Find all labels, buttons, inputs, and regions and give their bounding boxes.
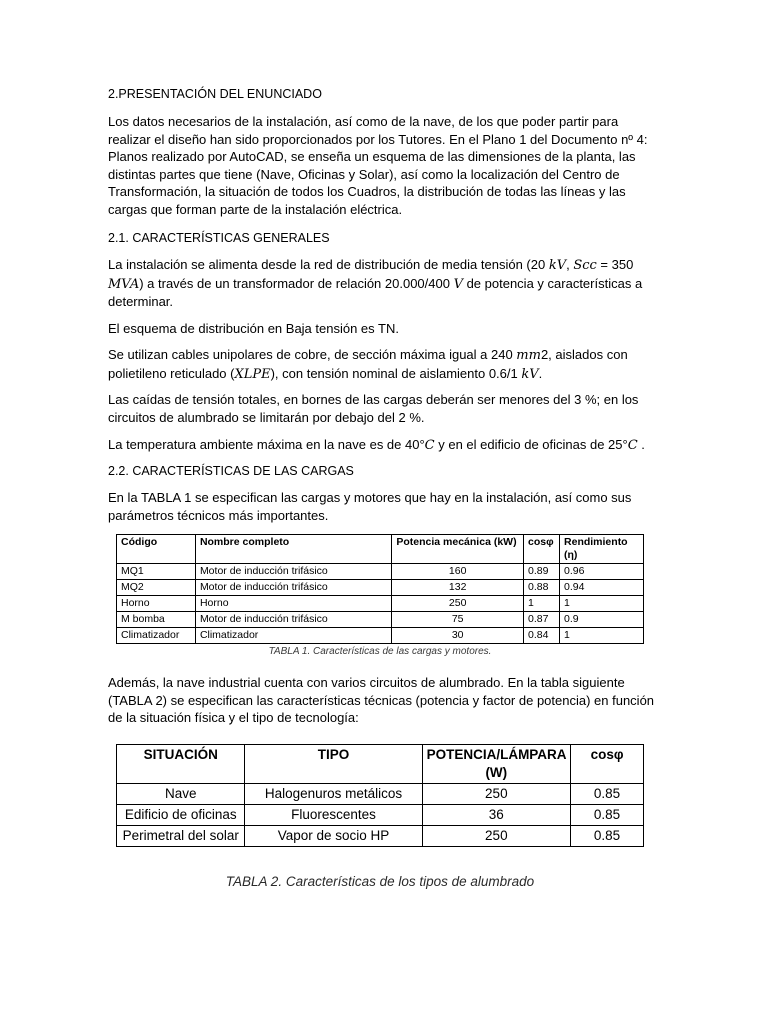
table-cell: Horno xyxy=(117,596,196,612)
paragraph-table1-intro: En la TABLA 1 se especifican las cargas y motores que hay en la instalación, así como sus parámetros técnicos más importantes. xyxy=(108,490,632,523)
table-cell: 0.85 xyxy=(571,805,644,826)
table-cell: 75 xyxy=(392,612,524,628)
table-cell: 0.94 xyxy=(560,580,644,596)
table-cell: Perimetral del solar xyxy=(117,826,245,847)
table-cell: Horno xyxy=(195,596,391,612)
table-cell: Motor de inducción trifásico xyxy=(195,564,391,580)
table1-header: Potencia mecánica (kW) xyxy=(392,535,524,564)
table1-header: Nombre completo xyxy=(195,535,391,564)
table-cell: Halogenuros metálicos xyxy=(245,784,422,805)
table2-header: TIPO xyxy=(245,745,422,784)
table-cell: Fluorescentes xyxy=(245,805,422,826)
table-loads xyxy=(116,534,644,644)
table2-header: SITUACIÓN xyxy=(117,745,245,784)
table-cell: Edificio de oficinas xyxy=(117,805,245,826)
table-row xyxy=(117,826,644,847)
table2-header: POTENCIA/LÁMPARA (W) xyxy=(422,745,571,784)
table-cell: 160 xyxy=(392,564,524,580)
table-cell: 1 xyxy=(560,628,644,644)
table-cell: MQ1 xyxy=(117,564,196,580)
table1-header: Código xyxy=(117,535,196,564)
table-cell: Motor de inducción trifásico xyxy=(195,612,391,628)
table-cell: 132 xyxy=(392,580,524,596)
table-cell: 250 xyxy=(422,826,571,847)
table2-caption: TABLA 2. Características de los tipos de alumbrado xyxy=(225,874,535,889)
table-cell: M bomba xyxy=(117,612,196,628)
table-row xyxy=(117,612,644,628)
table-cell: 0.87 xyxy=(524,612,560,628)
paragraph-intro: Los datos necesarios de la instalación, así como de la nave, de los que poder partir para realizar el diseño han sido proporcionados por los Tutores. En el Plano 1 del Documento nº 4: Planos realizado por AutoCAD, se enseña un esquema de las dimensiones de la planta, las distintas partes que tiene (Nave, Oficinas y Solar), así como la localización del Centro de Transformación, la situación de todos los Cuadros, la distribución de todas las líneas y las cargas que forman parte de la instalación eléctrica. xyxy=(108,114,648,217)
table1-caption: TABLA 1. Características de las cargas y motores. xyxy=(268,646,492,657)
table-cell: Nave xyxy=(117,784,245,805)
table-cell: 0.85 xyxy=(571,784,644,805)
table-cell: 36 xyxy=(422,805,571,826)
table-cell: 250 xyxy=(392,596,524,612)
paragraph-supply: La instalación se alimenta desde la red de distribución de media tensión (20 kV, Scc = 350 MVA) a través de un transformador de relación 20.000/400 V de potencia y características a determinar. xyxy=(108,257,643,309)
table-cell: 0.9 xyxy=(560,612,644,628)
table-cell: 0.85 xyxy=(571,826,644,847)
table-cell: Climatizador xyxy=(195,628,391,644)
table-row xyxy=(117,784,644,805)
table2-header-row xyxy=(117,745,644,784)
paragraph-lighting: Además, la nave industrial cuenta con varios circuitos de alumbrado. En la tabla siguiente (TABLA 2) se especifican las características técnicas (potencia y factor de potencia) en función de la situación física y el tipo de tecnología: xyxy=(108,675,655,725)
section-2-title: 2.PRESENTACIÓN DEL ENUNCIADO xyxy=(108,87,322,101)
table2-header: cosφ xyxy=(571,745,644,784)
table1-header: cosφ xyxy=(524,535,560,564)
paragraph-temperature: La temperatura ambiente máxima en la nave es de 40°C y en el edificio de oficinas de 25°C . xyxy=(108,437,645,453)
table1-header-row xyxy=(117,535,644,564)
table-cell: 1 xyxy=(524,596,560,612)
table-cell: Vapor de socio HP xyxy=(245,826,422,847)
table-cell: MQ2 xyxy=(117,580,196,596)
paragraph-voltage-drop: Las caídas de tensión totales, en bornes de las cargas deberán ser menores del 3 %; en los circuitos de alumbrado se limitarán por debajo del 2 %. xyxy=(108,392,639,425)
table-row xyxy=(117,596,644,612)
table-cell: 250 xyxy=(422,784,571,805)
table-cell: Motor de inducción trifásico xyxy=(195,580,391,596)
table-row xyxy=(117,580,644,596)
table-cell: 0.88 xyxy=(524,580,560,596)
table-cell: 0.89 xyxy=(524,564,560,580)
paragraph-cables: Se utilizan cables unipolares de cobre, de sección máxima igual a 240 mm2, aislados con polietileno reticulado (XLPE), con tensión nominal de aislamiento 0.6/1 kV. xyxy=(108,347,628,382)
table-cell: 1 xyxy=(560,596,644,612)
table-row xyxy=(117,628,644,644)
section-2-1-title: 2.1. CARACTERÍSTICAS GENERALES xyxy=(108,231,330,245)
table-cell: 0.84 xyxy=(524,628,560,644)
table-lighting xyxy=(116,744,644,847)
section-2-2-title: 2.2. CARACTERÍSTICAS DE LAS CARGAS xyxy=(108,464,354,478)
table-row xyxy=(117,564,644,580)
table-row xyxy=(117,805,644,826)
table-cell: Climatizador xyxy=(117,628,196,644)
table-cell: 30 xyxy=(392,628,524,644)
paragraph-distribution-scheme: El esquema de distribución en Baja tensión es TN. xyxy=(108,321,399,336)
table1-header: Rendimiento (η) xyxy=(560,535,644,564)
table-cell: 0.96 xyxy=(560,564,644,580)
